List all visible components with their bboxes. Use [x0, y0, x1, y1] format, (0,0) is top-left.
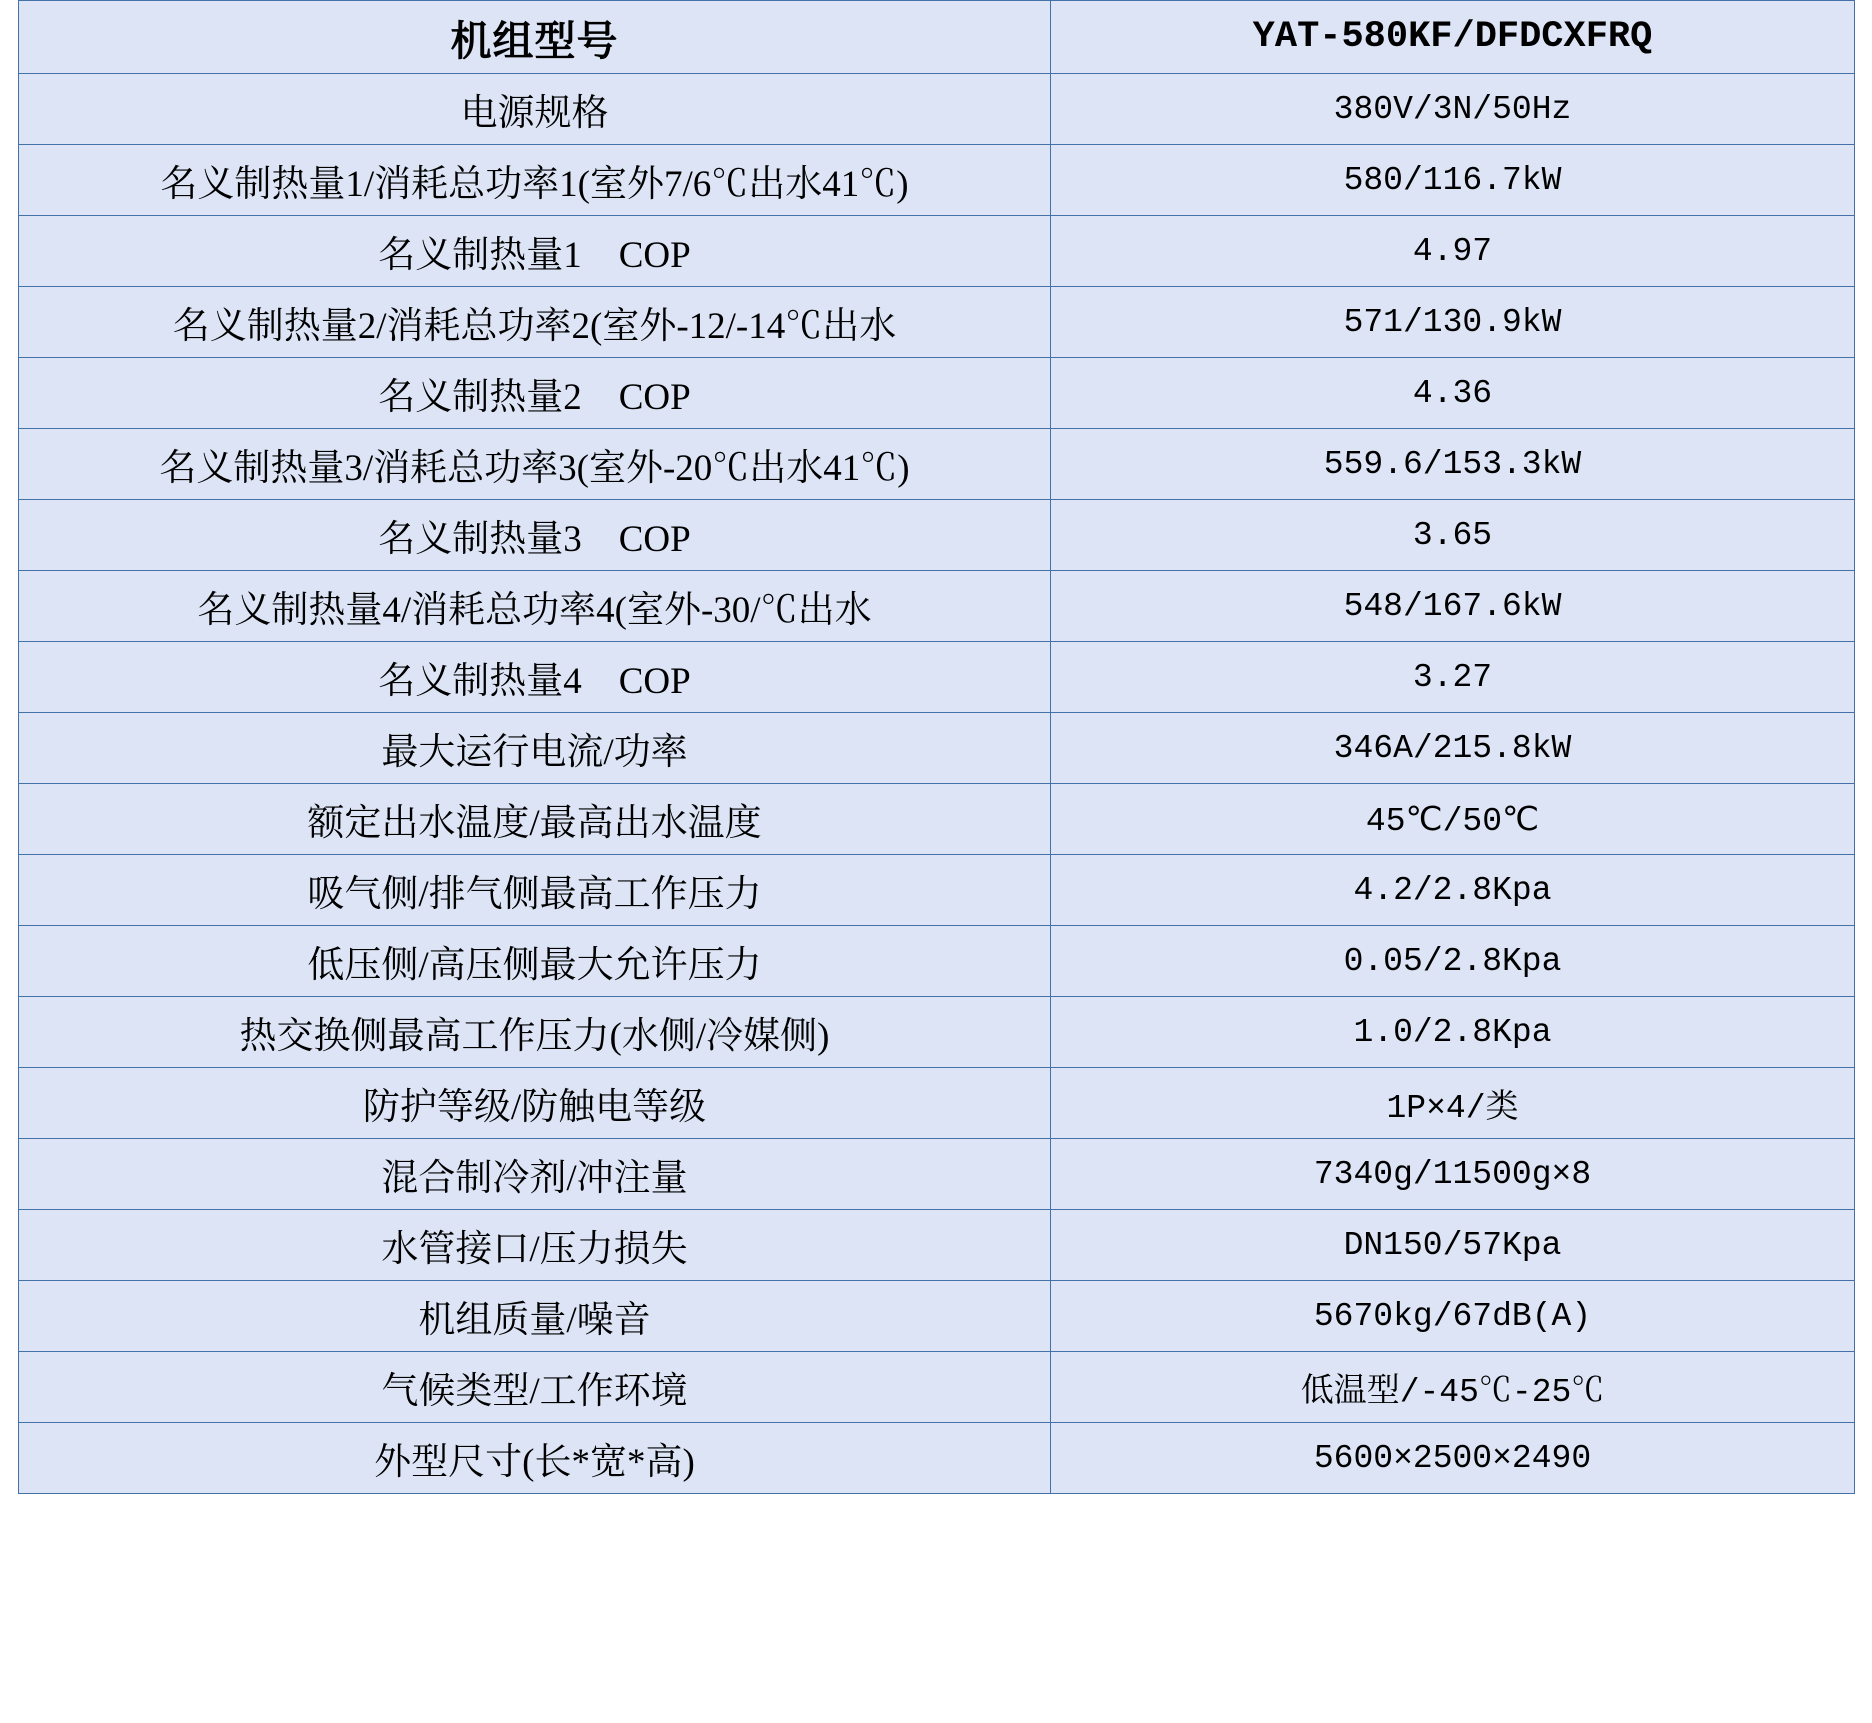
header-model-value: YAT-580KF/DFDCXFRQ	[1051, 1, 1855, 74]
table-row	[19, 713, 1855, 784]
table-row	[19, 997, 1855, 1068]
table-row	[19, 1068, 1855, 1139]
spec-value: 571/130.9kW	[1051, 287, 1855, 358]
table-row	[19, 926, 1855, 997]
table-row	[19, 1352, 1855, 1423]
spec-label: 水管接口/压力损失	[19, 1210, 1051, 1281]
spec-label: 名义制热量3/消耗总功率3(室外-20℃出水41℃)	[19, 429, 1051, 500]
spec-value: 548/167.6kW	[1051, 571, 1855, 642]
table-row	[19, 358, 1855, 429]
spec-label: 名义制热量4/消耗总功率4(室外-30/℃出水	[19, 571, 1051, 642]
table-row	[19, 216, 1855, 287]
table-row	[19, 145, 1855, 216]
table-row	[19, 784, 1855, 855]
table-row	[19, 74, 1855, 145]
spec-label: 热交换侧最高工作压力(水侧/冷媒侧)	[19, 997, 1051, 1068]
spec-value: 5670kg/67dB(A)	[1051, 1281, 1855, 1352]
spec-value: 559.6/153.3kW	[1051, 429, 1855, 500]
table-body	[19, 74, 1855, 1494]
spec-value: 1.0/2.8Kpa	[1051, 997, 1855, 1068]
spec-label: 吸气侧/排气侧最高工作压力	[19, 855, 1051, 926]
spec-label: 名义制热量1/消耗总功率1(室外7/6℃出水41℃)	[19, 145, 1051, 216]
spec-value: 45℃/50℃	[1051, 784, 1855, 855]
spec-label: 低压侧/高压侧最大允许压力	[19, 926, 1051, 997]
spec-value: 346A/215.8kW	[1051, 713, 1855, 784]
spec-value: DN150/57Kpa	[1051, 1210, 1855, 1281]
table-row	[19, 571, 1855, 642]
spec-label: 外型尺寸(长*宽*高)	[19, 1423, 1051, 1494]
table-row	[19, 855, 1855, 926]
spec-label: 电源规格	[19, 74, 1051, 145]
spec-value: 1P×4/类	[1051, 1068, 1855, 1139]
spec-value: 低温型/-45℃-25℃	[1051, 1352, 1855, 1423]
spec-label: 气候类型/工作环境	[19, 1352, 1051, 1423]
spec-label: 名义制热量3 COP	[19, 500, 1051, 571]
spec-value: 580/116.7kW	[1051, 145, 1855, 216]
table-row	[19, 287, 1855, 358]
spec-label: 名义制热量2 COP	[19, 358, 1051, 429]
spec-value: 4.36	[1051, 358, 1855, 429]
spec-label: 名义制热量1 COP	[19, 216, 1051, 287]
table-row	[19, 429, 1855, 500]
spec-label: 防护等级/防触电等级	[19, 1068, 1051, 1139]
spec-label: 名义制热量2/消耗总功率2(室外-12/-14℃出水	[19, 287, 1051, 358]
spec-value: 4.97	[1051, 216, 1855, 287]
unit-specification-table	[18, 0, 1855, 1494]
spec-label: 混合制冷剂/冲注量	[19, 1139, 1051, 1210]
table-row	[19, 1281, 1855, 1352]
spec-value: 0.05/2.8Kpa	[1051, 926, 1855, 997]
table-row	[19, 1423, 1855, 1494]
table-row	[19, 500, 1855, 571]
spec-value: 380V/3N/50Hz	[1051, 74, 1855, 145]
table-row	[19, 642, 1855, 713]
spec-label: 机组质量/噪音	[19, 1281, 1051, 1352]
spec-value: 7340g/11500g×8	[1051, 1139, 1855, 1210]
table-row	[19, 1210, 1855, 1281]
header-model-label: 机组型号	[19, 1, 1051, 74]
spec-label: 额定出水温度/最高出水温度	[19, 784, 1051, 855]
spec-value: 4.2/2.8Kpa	[1051, 855, 1855, 926]
spec-label: 名义制热量4 COP	[19, 642, 1051, 713]
spec-value: 5600×2500×2490	[1051, 1423, 1855, 1494]
spec-label: 最大运行电流/功率	[19, 713, 1051, 784]
table-head	[19, 1, 1855, 74]
spec-value: 3.27	[1051, 642, 1855, 713]
table-row	[19, 1139, 1855, 1210]
spec-value: 3.65	[1051, 500, 1855, 571]
table-header-row	[19, 1, 1855, 74]
